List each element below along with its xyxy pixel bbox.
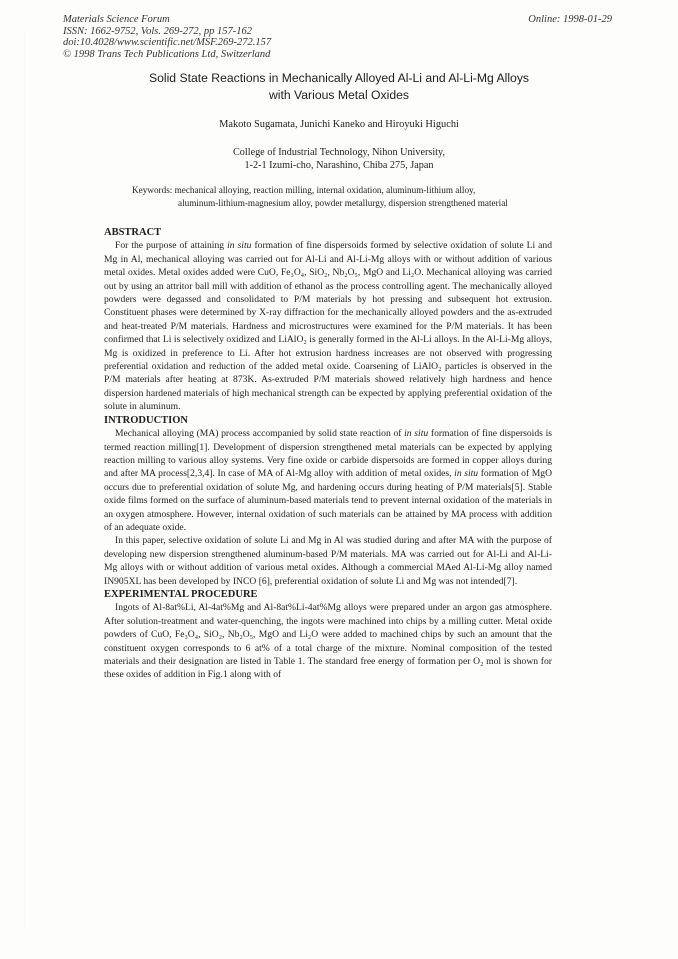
keywords-line-2: aluminum-lithium-magnesium alloy, powder metallurgy, dispersion strengthened material <box>178 198 508 208</box>
affiliation-line-2: 1-2-1 Izumi-cho, Narashino, Chiba 275, Japan <box>244 160 434 171</box>
paper-body <box>104 226 552 682</box>
introduction-paragraph-1 <box>104 427 552 534</box>
title-line-2: with Various Metal Oxides <box>269 88 409 102</box>
doi-line[interactable]: doi:10.4028/www.scientific.net/MSF.269-272.157 <box>63 37 272 49</box>
issn-line: ISSN: 1662-9752, Vols. 269-272, pp 157-162 <box>63 25 252 37</box>
introduction-paragraph-2: In this paper, selective oxidation of solute Li and Mg in Al was studied during and after MA with the purpose of developing new dispersion strengthened aluminum-based P/M materials. MA was carried out for Al-Li and Al-Li-Mg alloys with or without addition of various metal oxides. Although a commercial MAed Al-Li-Mg alloy named IN905XL has been developed by INCO [6], preferential oxidation of solute Li and Mg was not intended[7]. <box>104 535 552 587</box>
abstract-paragraph <box>104 239 552 413</box>
journal-name: Materials Science Forum <box>63 14 170 25</box>
experimental-heading: EXPERIMENTAL PROCEDURE <box>104 588 258 600</box>
in-situ-term: in situ <box>404 428 429 440</box>
intro-text-2: formation of fine dispersoids is termed reaction milling[1]. Development of dispersion strengthened metal materials can be expected by applying reaction milling to various alloy systems. Very fine oxide or carbide dispersoids are formed in copper alloys during and after MA process[2,3,4]. In case of MA of Al-Mg alloy with addition of metal oxides, <box>104 428 552 480</box>
in-situ-term: in situ <box>227 240 252 252</box>
abstract-text-2: formation of fine dispersoids formed by selective oxidation of solute Li and Mg in Al, mechanical alloying was carried out for Al-Li and Al-Li-Mg alloys with or without addition of various metal oxides. Metal oxides added were CuO, Fe₃O₄, SiO₂, Nb₂O₅, MgO and Li₂O. Mechanical alloying was carried out by using an attritor ball mill with addition of ethanol as the process controlling agent. The mechanically alloyed powders were degassed and consolidated to P/M materials by hot pressing and subsequent hot extrusion. Constituent phases were determined by X-ray diffraction for the mechanically alloyed powders and the as-extruded and heat-treated P/M materials. Hardness and microstructures were examined for the P/M materials. It has been confirmed that Li is selectively oxidized and LiAlO₂ is generally formed in the Al-Li alloys. In the Al-Li-Mg alloys, Mg is oxidized in preference to Li. After hot extrusion hardness increases are not observed with progressing preferential oxidation and reduction of the added metal oxide. Coarsening of LiAlO₂ particles is observed in the P/M materials after heating at 873K. As-extruded P/M materials showed relatively high hardness and hence dispersion hardened materials of high mechanical strength can be expected by applying preferential oxidation of the solute in aluminum. <box>104 240 552 413</box>
intro-text-3: formation of MgO occurs due to preferential oxidation of solute Mg, and hardening occurs during heating of P/M materials[5]. Stable oxide films formed on the surface of aluminum-based materials tend to prevent internal oxidation of the materials in an oxygen atmosphere. However, internal oxidation of such materials can be attained by MA process with addition of an adequate oxide. <box>104 468 552 533</box>
in-situ-term: in situ <box>454 468 479 480</box>
abstract-heading: ABSTRACT <box>104 227 162 238</box>
affiliation <box>0 146 678 172</box>
keywords-line-1: Keywords: mechanical alloying, reaction milling, internal oxidation, aluminum-lithium alloy, <box>132 185 476 195</box>
paper-title <box>60 70 618 104</box>
copyright-line: © 1998 Trans Tech Publications Ltd, Switzerland <box>63 48 271 60</box>
introduction-heading: INTRODUCTION <box>104 414 189 426</box>
keywords <box>132 184 562 210</box>
affiliation-line-1: College of Industrial Technology, Nihon University, <box>233 147 445 158</box>
experimental-paragraph-1: Ingots of Al-8at%Li, Al-4at%Mg and Al-8at%Li-4at%Mg alloys were prepared under an argon gas atmosphere. After solution-treatment and water-quenching, the ingots were machined into chips by a milling cutter. Metal oxide powders of CuO, Fe₃O₄, SiO₂, Nb₂O₅, MgO and Li₂O were added to machined chips by such an amount that the constituent oxygen corresponds to 6 at% of a total charge of the mixture. Nominal composition of the tested materials and their designation are listed in Table 1. The standard free energy of formation per O₂ mol is shown for these oxides of addition in Fig.1 along with of <box>104 602 552 681</box>
abstract-text-1: For the purpose of attaining <box>115 240 228 252</box>
journal-header <box>63 14 271 60</box>
online-date: Online: 1998-01-29 <box>528 14 612 25</box>
title-line-1: Solid State Reactions in Mechanically Alloyed Al-Li and Al-Li-Mg Alloys <box>148 71 530 85</box>
intro-text-1: Mechanical alloying (MA) process accompanied by solid state reaction of <box>115 428 405 440</box>
authors: Makoto Sugamata, Junichi Kaneko and Hiroyuki Higuchi <box>219 119 459 130</box>
